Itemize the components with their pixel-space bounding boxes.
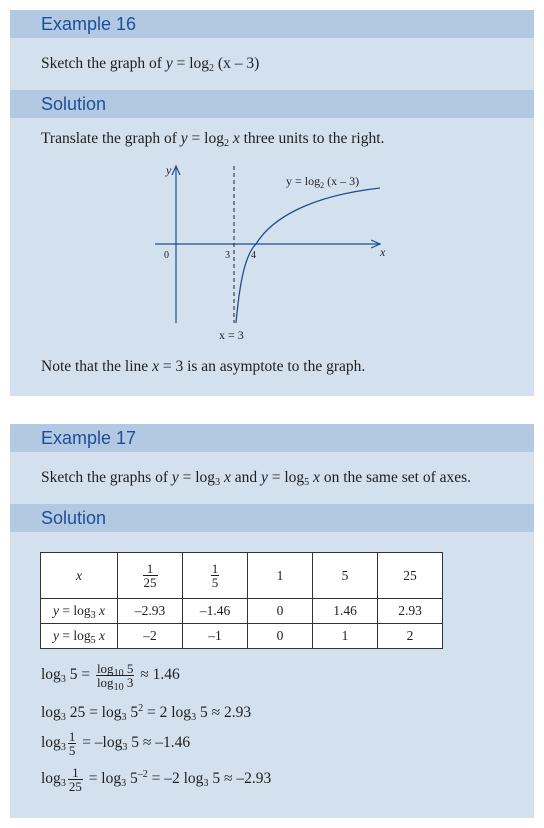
example-16-title: Example 16 — [41, 14, 137, 34]
values-table — [40, 552, 443, 649]
example-16-solution-header — [10, 90, 534, 118]
log-graph — [10, 158, 534, 358]
table-cell: –2 — [118, 624, 183, 649]
calc-line-1: $\log_3 5$ = $\frac{\log_{10} 5}{\log_{10} 3}$ ≈ 1.46 — [41, 661, 180, 693]
calc-line-3: $\log_3$ $\frac{1}{5}$ = $-\log_3$ 5 ≈ –1.46 — [41, 729, 191, 758]
solution-label: Solution — [41, 508, 107, 528]
table-cell: 0 — [248, 599, 313, 624]
table-header-cell: 1 — [248, 553, 313, 599]
table-header-x: x — [41, 553, 118, 599]
example-17-prompt: Sketch the graphs of $y = \log_3 x$ and $y = \log_5 x$ on the same set of axes. — [41, 469, 472, 488]
table-row — [41, 624, 443, 649]
translate-text: Translate the graph of $y = \log_2 x$ three units to the right. — [41, 130, 385, 149]
change-of-base-fraction: $\frac{\log_{10} 5}{\log_{10} 3}$ — [96, 661, 134, 693]
example-16-box — [10, 10, 534, 396]
example-16-header — [10, 10, 534, 38]
origin-label: 0 — [164, 250, 169, 261]
example-17-solution-header — [10, 504, 534, 532]
table-cell: 2.93 — [378, 599, 443, 624]
table-cell: 0 — [248, 624, 313, 649]
table-row — [41, 599, 443, 624]
table-cell: –1.46 — [183, 599, 248, 624]
x-axis-label: x — [380, 245, 386, 259]
curve-label: $y = \log_2 (x - 3)$ — [286, 174, 360, 190]
calc-line-4: $\log_3$ $\frac{1}{25}$ = $\log_3 5^{-2} = -2$ $\log_3 5 \approx -2.93$ — [41, 765, 272, 794]
table-cell: 1.46 — [313, 599, 378, 624]
table-cell: 1 — [313, 624, 378, 649]
calc-line-2: $\log_3 25 = \log_3 5^2 = 2$ $\log_3 5 \approx 2.93$ — [41, 703, 252, 723]
asymptote-note: Note that the line x = 3 is an asymptote to the graph. — [41, 358, 366, 375]
tick-3-label: 3 — [225, 250, 230, 261]
log-curve — [236, 188, 380, 323]
row-label-log5: $y = \log_5 x$ — [41, 624, 118, 649]
example-17-title: Example 17 — [41, 428, 137, 448]
row-label-log3: $y = \log_3 x$ — [41, 599, 118, 624]
example-17-box — [10, 424, 534, 818]
table-header-row — [41, 553, 443, 599]
table-header-cell: $\frac{1}{25}$ — [118, 553, 183, 599]
table-header-cell: $\frac{1}{5}$ — [183, 553, 248, 599]
table-cell: –1 — [183, 624, 248, 649]
example-16-prompt: Sketch the graph of $y = \log_2 (x - 3)$ — [41, 55, 260, 74]
table-cell: –2.93 — [118, 599, 183, 624]
table-header-cell: 5 — [313, 553, 378, 599]
example-17-header — [10, 424, 534, 452]
y-axis-label: y — [166, 163, 172, 177]
table-cell: 2 — [378, 624, 443, 649]
tick-4-label: 4 — [251, 250, 256, 261]
asymptote-label: x = 3 — [219, 328, 244, 342]
solution-label: Solution — [41, 94, 107, 114]
table-header-cell: 25 — [378, 553, 443, 599]
